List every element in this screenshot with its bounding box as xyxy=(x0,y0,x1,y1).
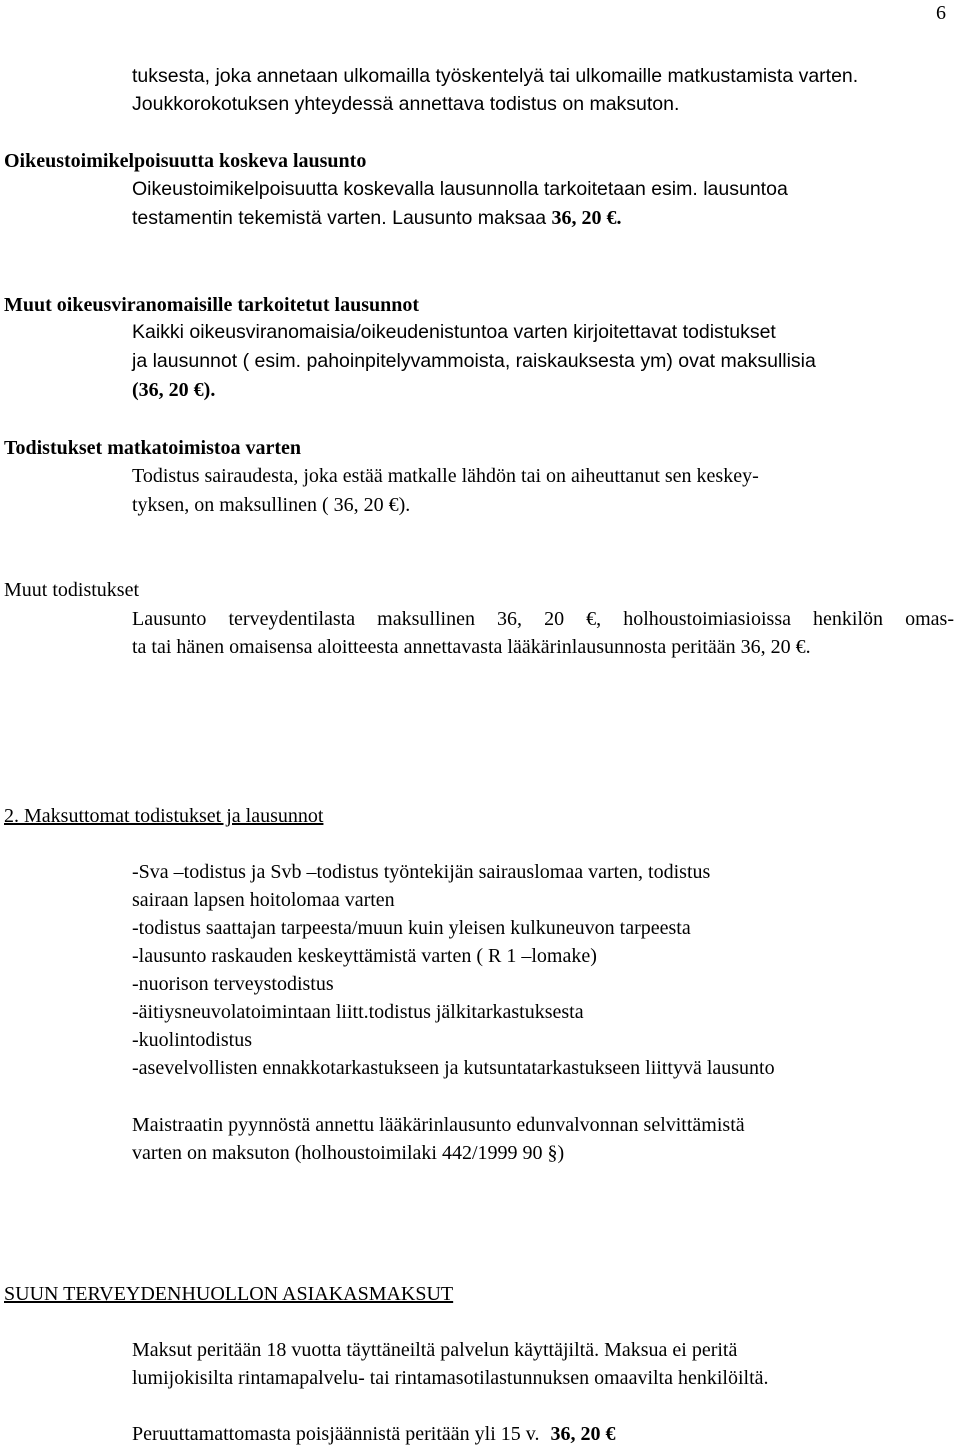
matka-line-1: Todistus sairaudesta, joka estää matkalle lähdön tai on aiheuttanut sen keskey- xyxy=(132,465,759,487)
oikeus-price: 36, 20 €. xyxy=(551,207,622,229)
muut-oik-line-1: Kaikki oikeusviranomaisia/oikeudenistuntoa varten kirjoitettavat todistukset xyxy=(132,321,776,343)
heading-matkatoimisto: Todistukset matkatoimistoa varten xyxy=(4,437,302,459)
list-item: -nuorison terveystodistus xyxy=(132,973,334,995)
muut-oik-line-3: (36, 20 €). xyxy=(132,379,216,401)
page-number: 6 xyxy=(936,2,946,24)
suun-line-3 xyxy=(132,1423,616,1446)
suun-line-2: lumijokisilta rintamapalvelu- tai rintamasotilastunnuksen omaavilta henkilöiltä. xyxy=(132,1367,769,1389)
muut-tod-line-1: Lausunto terveydentilasta maksullinen 36, 20 €, holhoustoimiasioissa henkilön omas- xyxy=(132,608,954,630)
suun-price: 36, 20 € xyxy=(550,1423,616,1445)
list-item: -lausunto raskauden keskeyttämistä varten ( R 1 –lomake) xyxy=(132,945,597,967)
heading-suun-terveydenhuolto: SUUN TERVEYDENHUOLLON ASIAKASMAKSUT xyxy=(4,1283,454,1305)
suun-line-1: Maksut peritään 18 vuotta täyttäneiltä palvelun käyttäjiltä. Maksua ei peritä xyxy=(132,1339,738,1361)
heading-muut-todistukset: Muut todistukset xyxy=(4,579,140,601)
maksuton-note-line-2: varten on maksuton (holhoustoimilaki 442/1999 90 §) xyxy=(132,1142,565,1164)
list-item: sairaan lapsen hoitolomaa varten xyxy=(132,889,395,911)
heading-maksuttomat: 2. Maksuttomat todistukset ja lausunnot xyxy=(4,805,324,827)
list-item: -Sva –todistus ja Svb –todistus työntekijän sairauslomaa varten, todistus xyxy=(132,861,711,883)
heading-muut-oikeusviranomaisille: Muut oikeusviranomaisille tarkoitetut lausunnot xyxy=(4,294,420,316)
list-item: -kuolintodistus xyxy=(132,1029,253,1051)
list-item: -äitiysneuvolatoimintaan liitt.todistus jälkitarkastuksesta xyxy=(132,1001,584,1023)
intro-line-2: Joukkorokotuksen yhteydessä annettava todistus on maksuton. xyxy=(132,93,680,115)
heading-oikeustoimikelpoisuus: Oikeustoimikelpoisuutta koskeva lausunto xyxy=(4,150,367,172)
oikeus-line-1: Oikeustoimikelpoisuutta koskevalla lausunnolla tarkoitetaan esim. lausuntoa xyxy=(132,178,788,200)
list-item: -todistus saattajan tarpeesta/muun kuin yleisen kulkuneuvon tarpeesta xyxy=(132,917,691,939)
list-item: -asevelvollisten ennakkotarkastukseen ja kutsuntatarkastukseen liittyvä lausunto xyxy=(132,1057,775,1079)
oikeus-line-2 xyxy=(132,207,621,230)
matka-line-2: tyksen, on maksullinen ( 36, 20 €). xyxy=(132,494,411,516)
oikeus-line-2-text: testamentin tekemistä varten. Lausunto maksaa xyxy=(132,207,547,229)
maksuton-note-line-1: Maistraatin pyynnöstä annettu lääkärinlausunto edunvalvonnan selvittämistä xyxy=(132,1114,745,1136)
suun-line-3-text: Peruuttamattomasta poisjäännistä peritään yli 15 v. xyxy=(132,1423,540,1445)
muut-oik-line-2: ja lausunnot ( esim. pahoinpitelyvammoista, raiskauksesta ym) ovat maksullisia xyxy=(132,350,816,372)
muut-tod-line-2: ta tai hänen omaisensa aloitteesta annettavasta lääkärinlausunnosta peritään 36, 20 €. xyxy=(132,636,811,658)
intro-line-1: tuksesta, joka annetaan ulkomailla työskentelyä tai ulkomaille matkustamista varten. xyxy=(132,65,859,87)
